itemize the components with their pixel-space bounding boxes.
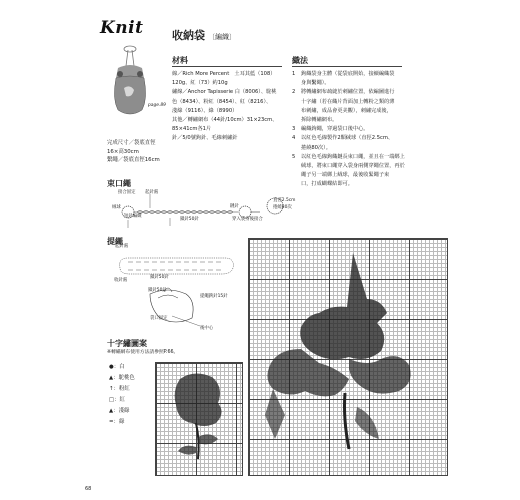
- method-step: 3 編織鉤繩，穿過袋口後中心。: [292, 126, 369, 133]
- materials-line: 85×41cm各1片: [172, 126, 212, 133]
- drawstring-label-end: 穿入袋身後接合: [232, 217, 263, 222]
- strap-label-count: 鎖針50針: [150, 275, 169, 280]
- page-reference: page.89: [148, 103, 166, 108]
- materials-line: 線／Rich More Percent 土耳其藍（108）: [172, 71, 276, 77]
- materials-line: 色（8434）、粉紅（8454）、紅（8216）、: [172, 98, 272, 105]
- cross-stitch-note: ※轉繡網布使用方法請參照P.66。: [107, 350, 179, 355]
- legend-item: ▲：駝桃色: [109, 375, 135, 381]
- strap-label-hook: 鎖針50針: [148, 288, 167, 293]
- legend-item: □：紅: [109, 397, 125, 403]
- strap-label-handle: 提繩鉤針15針: [200, 294, 228, 299]
- method-step: 4 以紅色毛線製作2顆絨球（直徑2.5cm、: [292, 135, 394, 142]
- materials-heading: 材料: [172, 56, 188, 65]
- drawstring-label-count: 鎖針50針: [180, 217, 199, 222]
- strap-label-start: 起針處: [115, 244, 129, 249]
- legend-item: =：綠: [109, 419, 125, 425]
- strap-label-finish: 收針處: [114, 278, 128, 283]
- legend-item: ●：白: [109, 364, 125, 370]
- size-line-3: 繫繩／袋底直徑16cm: [107, 157, 160, 163]
- materials-list: [172, 70, 284, 144]
- materials-line: 120g、紅（73）約10g: [172, 80, 228, 87]
- page-number: 68: [85, 486, 92, 492]
- page-title: [172, 27, 236, 43]
- brand-logo: Knit: [100, 18, 144, 38]
- drawstring-label-pompom: 絨球: [112, 205, 121, 210]
- title-text: 收納袋: [172, 29, 205, 42]
- cross-stitch-heading: 十字繡圖案: [107, 339, 147, 348]
- method-rule: [292, 66, 402, 67]
- strap-label-center: 後中心: [200, 326, 214, 331]
- method-step: 1 鉤織袋身主體（從袋底開始，接續編織袋: [292, 71, 395, 77]
- drawstring-label-wrap: 捲繞80次: [273, 205, 292, 210]
- size-line-1: 完成尺寸／袋底直徑: [107, 140, 156, 146]
- method-step: 2 將轉繡網布疏縫於刺繡位置，依編圖進行: [292, 89, 395, 96]
- strap-heading: 提繩: [107, 237, 123, 246]
- drawstring-label-row: 短針編織: [124, 214, 142, 219]
- strap-label-mouth: 袋口固定: [150, 316, 168, 321]
- legend-item: ▲：淺綠: [109, 408, 130, 414]
- cross-stitch-legend: [109, 362, 135, 428]
- materials-line: 其他／轉繡網布（44針/10cm）31×23cm、: [172, 117, 278, 124]
- drawstring-label-chain: 鏈針: [230, 204, 239, 209]
- drawstring-heading: 束口繩: [107, 179, 131, 188]
- materials-line: 針／5/0號鉤針、毛線刺繡針: [172, 135, 238, 142]
- size-info: [107, 139, 160, 165]
- size-line-2: 16×高30cm: [107, 148, 139, 155]
- method-step: 5 以紅色毛線鉤織鏈長束口繩，並且在一端綁上: [292, 153, 405, 160]
- cross-stitch-grid-large: [248, 238, 448, 476]
- materials-line: 淺綠（9116）、綠（8990）: [172, 107, 238, 114]
- materials-line: 繡線／Anchor Tapisserie 白（8006）、駝桃: [172, 89, 277, 96]
- product-photo: [98, 44, 162, 120]
- title-tag: 〔編織〕: [208, 33, 236, 41]
- drawstring-diagram: [110, 188, 295, 230]
- cross-stitch-grid-small: [155, 362, 243, 476]
- drawstring-label-start: 起針處: [145, 190, 159, 195]
- materials-rule: [172, 66, 282, 67]
- drawstring-label-attach: 接合固定: [118, 190, 136, 195]
- method-steps: 1 鉤織袋身主體（從袋底開始，接續編織袋 身與繫繩）。 2 將轉繡網布疏縫於刺繡位置，依編圖進行 十字繡（若在織片背面加上轉粉之類的薄 布刺繡，成品會更美觀），刺繡完成後， 拆除轉繡網布。 3 編織鉤繩，穿過袋口後中心。 4 以紅色毛線製作2顆絨球（直徑2.5cm、 捲繞80次）。 5 以紅色毛線鉤織鏈長束口繩，並且在一端綁上 絨球，將束口繩穿入袋身兩側穿繩位置，再於 繩子另一端綁上絨球，最後收緊繩子束 口，打成蝴蝶結即可。: [292, 70, 412, 190]
- legend-item: ↑：粉紅: [109, 386, 130, 392]
- drawstring-label-spec: 直徑2.5cm: [273, 198, 296, 203]
- method-heading: 織法: [292, 56, 308, 65]
